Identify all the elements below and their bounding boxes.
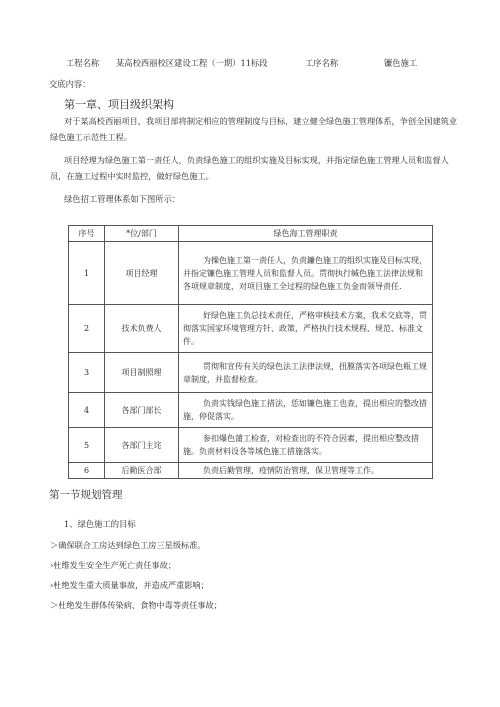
project-name-label: 工程名称 [66,58,100,68]
table-row [69,353,433,393]
row-no: 5 [69,428,105,463]
row-dept: 技术负费人 [105,305,179,353]
row-duty [179,428,433,463]
row-dept: 各部门部长 [105,393,179,428]
responsibility-table [68,225,433,479]
goal-item: ＞确保联合工房达到绿色工房三星级标准。 [50,540,206,550]
system-intro: 绿色招工管理体系如下图所示： [64,194,181,204]
row-duty-text: 好绿色施工负总技术责任，严格审核技术方案，我术交底等，贯彻落实国家环境管理方针、政策，严格执行技术规程、规范、标准文件。 [183,311,427,346]
goal-item: ›杜维发生安全生产死亡责任事故； [50,560,177,570]
disclosure-label: 交底内容： [49,79,91,89]
goal-item: ›杜绝发生重大质量事故，并造成严重影响； [50,580,209,590]
row-duty-text: 参扣爆色蒲工检查，对检查出的不符合因素，提出相应整改措施。负责材料设各等域色施工措施落实。 [183,434,419,456]
row-no: 3 [69,353,105,393]
project-name-value: 某高校西丽校区建设工程（一期）11标段 [116,58,268,68]
row-duty [179,353,433,393]
row-dept: 项目制照理 [105,353,179,393]
table-row [69,305,433,353]
table-header-row [69,226,433,242]
chapter-title: 第一章、项目级织架构 [64,98,174,111]
row-dept: 项目经理 [105,242,179,305]
process-name-value: 镰色施工 [384,58,418,68]
row-no: 2 [69,305,105,353]
row-duty-text: 负责实钱绿色施工措法，恁如镰色施工也查，提出相应的整改措施，停促落实。 [183,399,427,421]
row-duty [179,393,433,428]
section-title: 第一节规划管理 [49,489,123,501]
manager-paragraph: 项目经理为绿色施工第一责任人，负责绿色施工的组织实施及目标实现，并指定绿色施工管理人员和监督人员，在施工过程中实时监控，做好绿色施工。 [50,155,449,181]
row-duty [179,305,433,353]
table-row [69,463,433,479]
row-duty-text: 为操色施工第一责任人，负责鐮色施工的组织实施及目标实现，并指定镰色施工管理人员和监督人员。贯彻执行缄色施工法律法规和各项规章制度，对项目施工全过程的绿色施工负金而领导责任. [183,255,427,291]
row-duty [179,242,433,305]
table-row [69,428,433,463]
header-no: 序号 [69,226,105,242]
table-row [69,242,433,305]
row-no: 4 [69,393,105,428]
table-row [69,393,433,428]
row-duty [179,463,433,479]
subsection-title: 1、绿色施工的目标 [64,519,136,529]
goal-item: ＞杜绝发生群体传染病、食物中毒等责任事故； [50,600,222,610]
header-duty: 绿色海工管理职责 [179,226,433,242]
intro-paragraph: 对于某高校西丽项目，我项目部将制定相应的管理制度与目标，建立健全绿色施工管理体系，争创全国建筑业绿色施工示范性工程。 [50,116,458,142]
row-dept: 各部门主诧 [105,428,179,463]
row-no: 6 [69,463,105,479]
row-duty-text: 负责后勤管理，疫情防治管理，保卫管理等工作。 [203,466,379,475]
row-no: 1 [69,242,105,305]
row-dept: 后勤医合部 [105,463,179,479]
process-name-label: 工序名称 [305,58,339,68]
header-dept: *位/部门 [105,226,179,242]
row-duty-text: 贯彻和宣传有关的绿色法工法律法规，扭膜落实各项绿色瓶工规章制度，并监督检查。 [183,361,427,384]
